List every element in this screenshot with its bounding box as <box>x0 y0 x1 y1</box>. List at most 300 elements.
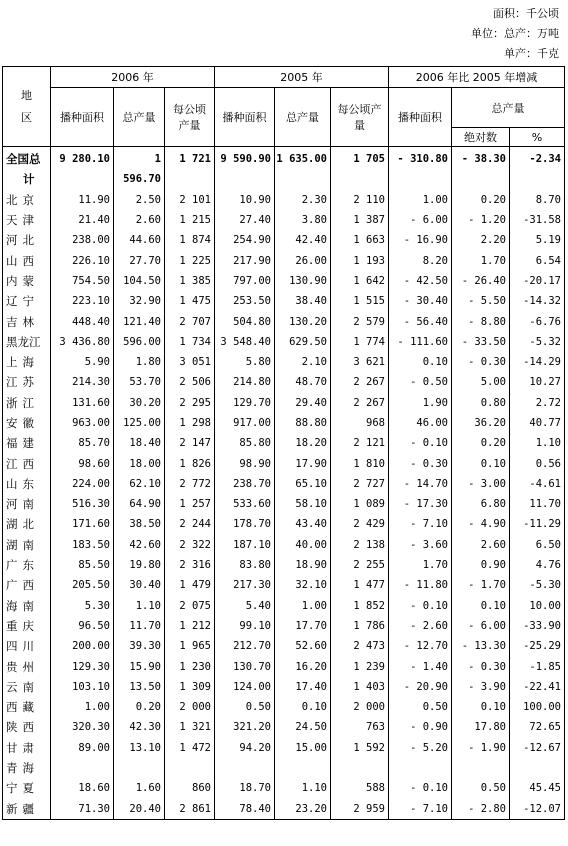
data-cell: 2.60 <box>114 210 165 230</box>
data-cell: 130.20 <box>275 311 331 331</box>
data-cell: - 1.40 <box>389 656 452 676</box>
header-yield-2005: 每公顷产 量 <box>331 88 389 147</box>
data-cell: 131.60 <box>51 393 114 413</box>
data-cell: 2.72 <box>510 393 565 413</box>
data-cell: 10.27 <box>510 372 565 392</box>
data-cell: 1.70 <box>452 250 510 270</box>
data-cell: 11.70 <box>114 616 165 636</box>
data-cell: 2.30 <box>275 190 331 210</box>
region-name: 上海 <box>3 352 51 372</box>
empty-cell <box>215 169 275 189</box>
table-row <box>3 190 565 210</box>
data-cell: 212.70 <box>215 636 275 656</box>
data-cell: 0.20 <box>452 190 510 210</box>
data-cell: - 111.60 <box>389 332 452 352</box>
data-cell: 98.60 <box>51 453 114 473</box>
data-cell: 39.30 <box>114 636 165 656</box>
data-cell: 42.40 <box>275 230 331 250</box>
data-cell: - 0.10 <box>389 596 452 616</box>
data-cell: 46.00 <box>389 413 452 433</box>
data-cell: 754.50 <box>51 271 114 291</box>
data-cell: 1 212 <box>165 616 215 636</box>
data-cell: - 12.70 <box>389 636 452 656</box>
data-cell: 0.50 <box>389 697 452 717</box>
data-cell: 64.90 <box>114 494 165 514</box>
data-cell: 8.20 <box>389 250 452 270</box>
region-name: 山东 <box>3 474 51 494</box>
data-cell: 78.40 <box>215 799 275 820</box>
data-cell <box>114 758 165 778</box>
total-cell: 9 280.10 <box>51 147 114 170</box>
data-cell: 1.90 <box>389 393 452 413</box>
data-cell: 48.70 <box>275 372 331 392</box>
data-cell: 36.20 <box>452 413 510 433</box>
data-cell: 21.40 <box>51 210 114 230</box>
table-row <box>3 677 565 697</box>
table-row <box>3 291 565 311</box>
data-cell: 588 <box>331 778 389 798</box>
data-cell: 2 861 <box>165 799 215 820</box>
data-cell: 0.10 <box>452 453 510 473</box>
data-cell: - 5.50 <box>452 291 510 311</box>
data-cell: - 20.90 <box>389 677 452 697</box>
data-cell <box>275 758 331 778</box>
data-cell: - 6.00 <box>389 210 452 230</box>
data-cell: 1 321 <box>165 717 215 737</box>
table-header <box>3 67 565 147</box>
data-cell: 5.00 <box>452 372 510 392</box>
data-cell: 1.00 <box>389 190 452 210</box>
data-cell: 0.10 <box>452 697 510 717</box>
header-region: 地 区 <box>3 67 51 147</box>
data-cell: 0.80 <box>452 393 510 413</box>
data-cell: 19.80 <box>114 555 165 575</box>
data-cell: 62.10 <box>114 474 165 494</box>
data-cell: 224.00 <box>51 474 114 494</box>
data-cell: 1 786 <box>331 616 389 636</box>
data-cell: 44.60 <box>114 230 165 250</box>
table-row <box>3 494 565 514</box>
data-cell: 6.50 <box>510 535 565 555</box>
data-cell: 1 475 <box>165 291 215 311</box>
data-cell: 130.90 <box>275 271 331 291</box>
table-row-total <box>3 147 565 170</box>
data-cell: 2 255 <box>331 555 389 575</box>
data-cell <box>452 758 510 778</box>
data-cell: 45.45 <box>510 778 565 798</box>
data-cell: 85.80 <box>215 433 275 453</box>
data-cell: 11.90 <box>51 190 114 210</box>
empty-cell <box>331 169 389 189</box>
data-cell: 4.76 <box>510 555 565 575</box>
data-cell: 52.60 <box>275 636 331 656</box>
region-name: 浙江 <box>3 393 51 413</box>
data-cell: 1.10 <box>114 596 165 616</box>
data-cell: - 16.90 <box>389 230 452 250</box>
data-cell: 18.20 <box>275 433 331 453</box>
data-cell: 6.80 <box>452 494 510 514</box>
data-cell: 2 295 <box>165 393 215 413</box>
data-cell: 2 267 <box>331 393 389 413</box>
data-cell: 129.30 <box>51 656 114 676</box>
data-cell: 1.00 <box>51 697 114 717</box>
data-cell: 15.00 <box>275 738 331 758</box>
data-cell: 504.80 <box>215 311 275 331</box>
data-cell: 1 810 <box>331 453 389 473</box>
data-cell: 963.00 <box>51 413 114 433</box>
table-row <box>3 210 565 230</box>
data-cell: 129.70 <box>215 393 275 413</box>
data-cell: 2 000 <box>165 697 215 717</box>
data-cell: 320.30 <box>51 717 114 737</box>
data-cell: 238.70 <box>215 474 275 494</box>
table-row <box>3 778 565 798</box>
empty-cell <box>389 169 452 189</box>
data-cell: 1 230 <box>165 656 215 676</box>
table-row <box>3 453 565 473</box>
data-cell: 2 138 <box>331 535 389 555</box>
data-cell: 1 965 <box>165 636 215 656</box>
data-cell: 223.10 <box>51 291 114 311</box>
total-cell: 1 721 <box>165 147 215 170</box>
data-cell: 183.50 <box>51 535 114 555</box>
header-pct: % <box>510 128 565 147</box>
data-cell: 171.60 <box>51 514 114 534</box>
data-cell: 11.70 <box>510 494 565 514</box>
data-cell: 1 663 <box>331 230 389 250</box>
data-cell: 1 239 <box>331 656 389 676</box>
data-cell: 40.00 <box>275 535 331 555</box>
data-cell: 178.70 <box>215 514 275 534</box>
region-name: 河北 <box>3 230 51 250</box>
table-row <box>3 271 565 291</box>
data-cell: 96.50 <box>51 616 114 636</box>
data-cell: 5.90 <box>51 352 114 372</box>
table-row <box>3 596 565 616</box>
data-cell: 2 000 <box>331 697 389 717</box>
data-cell: 42.60 <box>114 535 165 555</box>
data-cell: 1 309 <box>165 677 215 697</box>
data-cell: 2.50 <box>114 190 165 210</box>
data-cell: 516.30 <box>51 494 114 514</box>
data-cell: 0.10 <box>275 697 331 717</box>
region-name: 吉林 <box>3 311 51 331</box>
data-cell: -1.85 <box>510 656 565 676</box>
data-cell: 226.10 <box>51 250 114 270</box>
data-cell: 29.40 <box>275 393 331 413</box>
table-row <box>3 352 565 372</box>
region-name: 陕西 <box>3 717 51 737</box>
grain-table <box>2 66 565 820</box>
data-cell: - 3.90 <box>452 677 510 697</box>
data-cell: - 5.20 <box>389 738 452 758</box>
data-cell: 103.10 <box>51 677 114 697</box>
data-cell: 2 727 <box>331 474 389 494</box>
data-cell <box>51 758 114 778</box>
data-cell: - 0.10 <box>389 778 452 798</box>
data-cell: - 26.40 <box>452 271 510 291</box>
data-cell: 89.00 <box>51 738 114 758</box>
data-cell: 71.30 <box>51 799 114 820</box>
data-cell: 1.80 <box>114 352 165 372</box>
data-cell: 1 479 <box>165 575 215 595</box>
data-cell: 3 051 <box>165 352 215 372</box>
table-row <box>3 413 565 433</box>
data-cell <box>215 758 275 778</box>
header-output-2006: 总产量 <box>114 88 165 147</box>
region-name: 内蒙 <box>3 271 51 291</box>
data-cell: 205.50 <box>51 575 114 595</box>
region-name: 青海 <box>3 758 51 778</box>
data-cell: 3 436.80 <box>51 332 114 352</box>
data-cell: 94.20 <box>215 738 275 758</box>
table-row <box>3 311 565 331</box>
data-cell: 321.20 <box>215 717 275 737</box>
data-cell: 2 959 <box>331 799 389 820</box>
data-cell: - 2.60 <box>389 616 452 636</box>
data-cell: 85.50 <box>51 555 114 575</box>
data-cell: 38.40 <box>275 291 331 311</box>
data-cell: 10.90 <box>215 190 275 210</box>
region-name: 天津 <box>3 210 51 230</box>
data-cell: 125.00 <box>114 413 165 433</box>
data-cell: 533.60 <box>215 494 275 514</box>
data-cell: - 0.90 <box>389 717 452 737</box>
data-cell: - 11.80 <box>389 575 452 595</box>
data-cell: - 0.50 <box>389 372 452 392</box>
data-cell: 18.70 <box>215 778 275 798</box>
data-cell: 38.50 <box>114 514 165 534</box>
data-cell: - 3.00 <box>452 474 510 494</box>
data-cell: - 56.40 <box>389 311 452 331</box>
data-cell: - 6.00 <box>452 616 510 636</box>
region-name: 贵州 <box>3 656 51 676</box>
total-region-cont: 计 <box>3 169 51 189</box>
region-name: 安徽 <box>3 413 51 433</box>
data-cell: 2 506 <box>165 372 215 392</box>
table-row <box>3 372 565 392</box>
data-cell: 18.40 <box>114 433 165 453</box>
data-cell: 100.00 <box>510 697 565 717</box>
data-cell: 1 852 <box>331 596 389 616</box>
data-cell: -5.32 <box>510 332 565 352</box>
region-name: 湖北 <box>3 514 51 534</box>
data-cell: 1 774 <box>331 332 389 352</box>
data-cell: 860 <box>165 778 215 798</box>
data-cell: - 0.30 <box>452 352 510 372</box>
region-name: 四川 <box>3 636 51 656</box>
data-cell: 1 826 <box>165 453 215 473</box>
table-row <box>3 230 565 250</box>
data-cell: -25.29 <box>510 636 565 656</box>
total-cell: 1 <box>114 147 165 170</box>
data-cell: 1 193 <box>331 250 389 270</box>
data-cell: - 13.30 <box>452 636 510 656</box>
header-change: 2006 年比 2005 年增减 <box>389 67 565 88</box>
data-cell: 5.30 <box>51 596 114 616</box>
data-cell: 18.90 <box>275 555 331 575</box>
data-cell: 187.10 <box>215 535 275 555</box>
data-cell: 968 <box>331 413 389 433</box>
data-cell: 1 403 <box>331 677 389 697</box>
data-cell: 1.10 <box>510 433 565 453</box>
region-name: 宁夏 <box>3 778 51 798</box>
total-cell: 1 705 <box>331 147 389 170</box>
data-cell: - 30.40 <box>389 291 452 311</box>
data-cell: - 7.10 <box>389 514 452 534</box>
data-cell: 448.40 <box>51 311 114 331</box>
data-cell: 13.50 <box>114 677 165 697</box>
data-cell: 18.00 <box>114 453 165 473</box>
data-cell: -12.07 <box>510 799 565 820</box>
data-cell: 32.10 <box>275 575 331 595</box>
data-cell: 1 515 <box>331 291 389 311</box>
data-cell: - 0.30 <box>452 656 510 676</box>
data-cell: -4.61 <box>510 474 565 494</box>
data-cell: - 33.50 <box>452 332 510 352</box>
region-name: 江西 <box>3 453 51 473</box>
region-name: 重庆 <box>3 616 51 636</box>
data-cell: 88.80 <box>275 413 331 433</box>
data-cell: 23.20 <box>275 799 331 820</box>
region-name: 广东 <box>3 555 51 575</box>
data-cell: 27.70 <box>114 250 165 270</box>
region-name: 黑龙江 <box>3 332 51 352</box>
data-cell: 17.90 <box>275 453 331 473</box>
data-cell: -6.76 <box>510 311 565 331</box>
data-cell: 2.60 <box>452 535 510 555</box>
data-cell: - 7.10 <box>389 799 452 820</box>
data-cell: 214.80 <box>215 372 275 392</box>
header-change-area: 播种面积 <box>389 88 452 147</box>
total-cell: - 38.30 <box>452 147 510 170</box>
data-cell: - 2.80 <box>452 799 510 820</box>
total-output-cont: 596.70 <box>114 169 165 189</box>
units-note <box>471 4 559 64</box>
region-name: 甘肃 <box>3 738 51 758</box>
data-cell: 1 734 <box>165 332 215 352</box>
region-name: 北京 <box>3 190 51 210</box>
data-cell: 2 473 <box>331 636 389 656</box>
empty-cell <box>51 169 114 189</box>
data-cell: 797.00 <box>215 271 275 291</box>
data-cell: - 17.30 <box>389 494 452 514</box>
region-name: 广西 <box>3 575 51 595</box>
data-cell: 0.10 <box>452 596 510 616</box>
data-cell: 58.10 <box>275 494 331 514</box>
empty-cell <box>275 169 331 189</box>
data-cell: 99.10 <box>215 616 275 636</box>
header-output-2005: 总产量 <box>275 88 331 147</box>
data-cell: - 3.60 <box>389 535 452 555</box>
data-cell: 83.80 <box>215 555 275 575</box>
table-row <box>3 656 565 676</box>
data-cell: 917.00 <box>215 413 275 433</box>
total-cell: -2.34 <box>510 147 565 170</box>
data-cell: 16.20 <box>275 656 331 676</box>
data-cell: 27.40 <box>215 210 275 230</box>
table-row-total-cont <box>3 169 565 189</box>
table-row <box>3 555 565 575</box>
data-cell: 17.70 <box>275 616 331 636</box>
data-cell: - 0.10 <box>389 433 452 453</box>
header-abs: 绝对数 <box>452 128 510 147</box>
table-row <box>3 738 565 758</box>
data-cell: 0.50 <box>215 697 275 717</box>
data-cell: 20.40 <box>114 799 165 820</box>
region-name: 云南 <box>3 677 51 697</box>
data-cell: - 8.80 <box>452 311 510 331</box>
data-cell: 217.30 <box>215 575 275 595</box>
data-cell: 104.50 <box>114 271 165 291</box>
data-cell: 1.60 <box>114 778 165 798</box>
data-cell: 85.70 <box>51 433 114 453</box>
data-cell: 5.19 <box>510 230 565 250</box>
data-cell: 1 257 <box>165 494 215 514</box>
header-change-output: 总产量 <box>452 88 565 128</box>
data-cell: 30.20 <box>114 393 165 413</box>
data-cell: 18.60 <box>51 778 114 798</box>
units-output: 单位：总产：万吨 <box>471 27 559 40</box>
data-cell: -14.32 <box>510 291 565 311</box>
data-cell: 5.80 <box>215 352 275 372</box>
data-cell: 13.10 <box>114 738 165 758</box>
data-cell: 3 548.40 <box>215 332 275 352</box>
data-cell: - 1.90 <box>452 738 510 758</box>
table-row <box>3 393 565 413</box>
data-cell: 72.65 <box>510 717 565 737</box>
data-cell: 238.00 <box>51 230 114 250</box>
data-cell: 2 121 <box>331 433 389 453</box>
table-row <box>3 616 565 636</box>
total-region: 全国总 <box>3 147 51 170</box>
header-area-2005: 播种面积 <box>215 88 275 147</box>
data-cell: 2 579 <box>331 311 389 331</box>
table-row <box>3 514 565 534</box>
region-name: 福建 <box>3 433 51 453</box>
data-cell: -22.41 <box>510 677 565 697</box>
data-cell: 2.20 <box>452 230 510 250</box>
data-cell: 124.00 <box>215 677 275 697</box>
data-cell: 0.50 <box>452 778 510 798</box>
table-body <box>3 147 565 820</box>
data-cell: 0.10 <box>389 352 452 372</box>
data-cell: 30.40 <box>114 575 165 595</box>
units-area: 面积：千公顷 <box>493 7 559 20</box>
region-name: 湖南 <box>3 535 51 555</box>
data-cell: 2 429 <box>331 514 389 534</box>
data-cell: 217.90 <box>215 250 275 270</box>
data-cell: -14.29 <box>510 352 565 372</box>
data-cell: 3.80 <box>275 210 331 230</box>
data-cell: 1 298 <box>165 413 215 433</box>
data-cell: 130.70 <box>215 656 275 676</box>
data-cell: 0.20 <box>114 697 165 717</box>
data-cell: -33.90 <box>510 616 565 636</box>
total-cell: 1 635.00 <box>275 147 331 170</box>
region-name: 新疆 <box>3 799 51 820</box>
data-cell: 17.40 <box>275 677 331 697</box>
data-cell: - 1.70 <box>452 575 510 595</box>
header-area-2006: 播种面积 <box>51 88 114 147</box>
data-cell: 2 707 <box>165 311 215 331</box>
data-cell: 200.00 <box>51 636 114 656</box>
table-row <box>3 799 565 820</box>
data-cell: 596.00 <box>114 332 165 352</box>
total-cell: 9 590.90 <box>215 147 275 170</box>
data-cell: 0.90 <box>452 555 510 575</box>
data-cell: 2 316 <box>165 555 215 575</box>
